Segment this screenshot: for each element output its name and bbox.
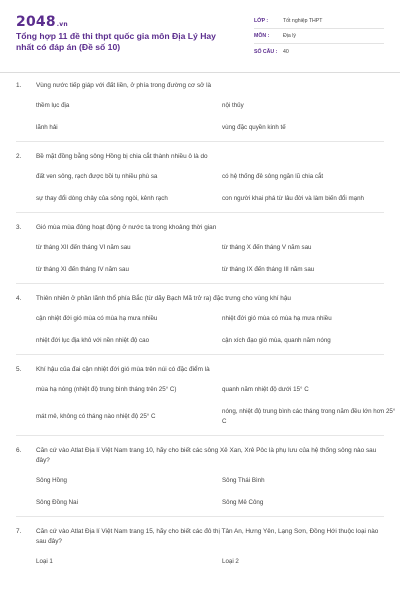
answer-option[interactable]: vùng đặc quyền kinh tế (222, 124, 286, 131)
question-6 (0, 446, 400, 517)
logo-main: 2048 (16, 14, 56, 30)
answer-option[interactable]: Sông Thái Bình (222, 477, 265, 484)
meta-label: LỚP : (254, 18, 269, 24)
answer-option[interactable]: nhiệt đới gió mùa có mùa hạ mưa nhiều (222, 315, 332, 322)
question-number: 3. (16, 224, 22, 231)
question-text: Bề mặt đồng bằng sông Hồng bị chia cắt thành nhiều ô là do (36, 153, 208, 160)
answer-options (36, 243, 384, 275)
question-divider (16, 141, 384, 142)
meta-value: Tốt nghiệp THPT (283, 18, 323, 24)
answer-option[interactable]: Loại 2 (222, 558, 239, 565)
answer-option[interactable]: Loại 1 (36, 558, 53, 565)
answer-options (36, 557, 384, 567)
answer-option[interactable]: Sông Mê Công (222, 499, 264, 506)
question-number: 1. (16, 82, 22, 89)
meta-label: MÔN : (254, 33, 270, 39)
answer-option[interactable]: nhiệt đới lục địa khô với nền nhiệt độ cao (36, 337, 150, 344)
question-number: 4. (16, 295, 22, 302)
page-title: Tổng hợp 11 đề thi thpt quốc gia môn Địa Lý Hay nhất có đáp án (Đề số 10) (16, 31, 216, 52)
question-text: Căn cứ vào Atlat Địa lí Việt Nam trang 15, hãy cho biết các đô thị Tân An, Hưng Yên, Lạng Sơn, Đồng Hới thuộc loại nào sau đây? (36, 528, 379, 545)
meta-row-subject (254, 29, 384, 44)
answer-option[interactable]: Sông Hồng (36, 477, 67, 484)
answer-option[interactable]: con người khai phá từ lâu đời và làm biến đổi mạnh (222, 195, 364, 202)
answer-option[interactable]: mùa hạ nóng (nhiệt độ trung bình tháng trên 25° C) (36, 386, 177, 393)
question-text: Thiên nhiên ở phần lãnh thổ phía Bắc (từ dãy Bạch Mã trở ra) đặc trưng cho vùng khí hậu (36, 295, 291, 302)
question-divider (16, 283, 384, 284)
question-divider (16, 516, 384, 517)
answer-option[interactable]: từ tháng XII đến tháng VI năm sau (36, 244, 131, 251)
answer-options (36, 314, 384, 346)
answer-option[interactable]: đất ven sông, rạch được bồi tụ nhiều phù sa (36, 173, 158, 180)
question-number: 5. (16, 366, 22, 373)
question-number: 2. (16, 153, 22, 160)
question-divider (16, 435, 384, 436)
meta-row-class (254, 14, 384, 29)
question-list (0, 81, 400, 567)
answer-options (36, 101, 384, 133)
answer-options (36, 172, 384, 204)
question-number: 6. (16, 447, 22, 454)
answer-option[interactable]: quanh năm nhiệt độ dưới 15° C (222, 386, 309, 393)
question-text: Vùng nước tiếp giáp với đất liền, ở phía trong đường cơ sở là (36, 82, 212, 89)
question-divider (16, 212, 384, 213)
question-3 (0, 223, 400, 284)
site-logo[interactable] (16, 14, 68, 30)
meta-row-count (254, 44, 384, 59)
answer-option[interactable]: nóng, nhiệt độ trung bình các tháng trong năm đều lớn hơn 25° C (222, 408, 396, 425)
answer-option[interactable]: lãnh hải (36, 124, 58, 131)
question-text: Căn cứ vào Atlat Địa lí Việt Nam trang 10, hãy cho biết các sông Xê Xan, Xrê Pôc là phụ lưu của hệ thống sông nào sau đây? (36, 447, 377, 464)
answer-option[interactable]: từ tháng XI đến tháng IV năm sau (36, 266, 129, 273)
exam-meta (254, 14, 384, 59)
question-7 (0, 527, 400, 567)
answer-option[interactable]: nội thủy (222, 102, 244, 109)
answer-option[interactable]: mát mẻ, không có tháng nào nhiệt độ 25° C (36, 413, 156, 420)
meta-value: Địa lý (283, 33, 296, 39)
header-divider (0, 72, 400, 73)
meta-label: SỐ CÂU : (254, 48, 278, 55)
question-4 (0, 294, 400, 355)
question-text: Khí hậu của đai cận nhiệt đới gió mùa trên núi có đặc điểm là (36, 366, 210, 373)
question-5 (0, 365, 400, 436)
answer-option[interactable]: sự thay đổi dòng chảy của sông ngòi, kênh rạch (36, 195, 168, 202)
answer-option[interactable]: có hệ thống đê sông ngăn lũ chia cắt (222, 173, 324, 180)
question-1 (0, 81, 400, 142)
logo-suffix: .vn (56, 21, 68, 28)
answer-option[interactable]: thềm lục địa (36, 102, 70, 109)
answer-options (36, 476, 384, 508)
answer-option[interactable]: Sông Đồng Nai (36, 499, 78, 506)
answer-options (36, 385, 396, 427)
question-2 (0, 152, 400, 213)
answer-option[interactable]: cận xích đạo gió mùa, quanh năm nóng (222, 337, 331, 344)
question-text: Gió mùa mùa đông hoạt động ở nước ta trong khoảng thời gian (36, 224, 217, 231)
answer-option[interactable]: từ tháng X đến tháng V năm sau (222, 244, 312, 251)
header (0, 0, 400, 74)
question-number: 7. (16, 528, 22, 535)
answer-option[interactable]: từ tháng IX đến tháng III năm sau (222, 266, 315, 273)
answer-option[interactable]: cận nhiệt đới gió mùa có mùa hạ mưa nhiều (36, 315, 158, 322)
question-divider (16, 354, 384, 355)
meta-value: 40 (283, 48, 289, 55)
